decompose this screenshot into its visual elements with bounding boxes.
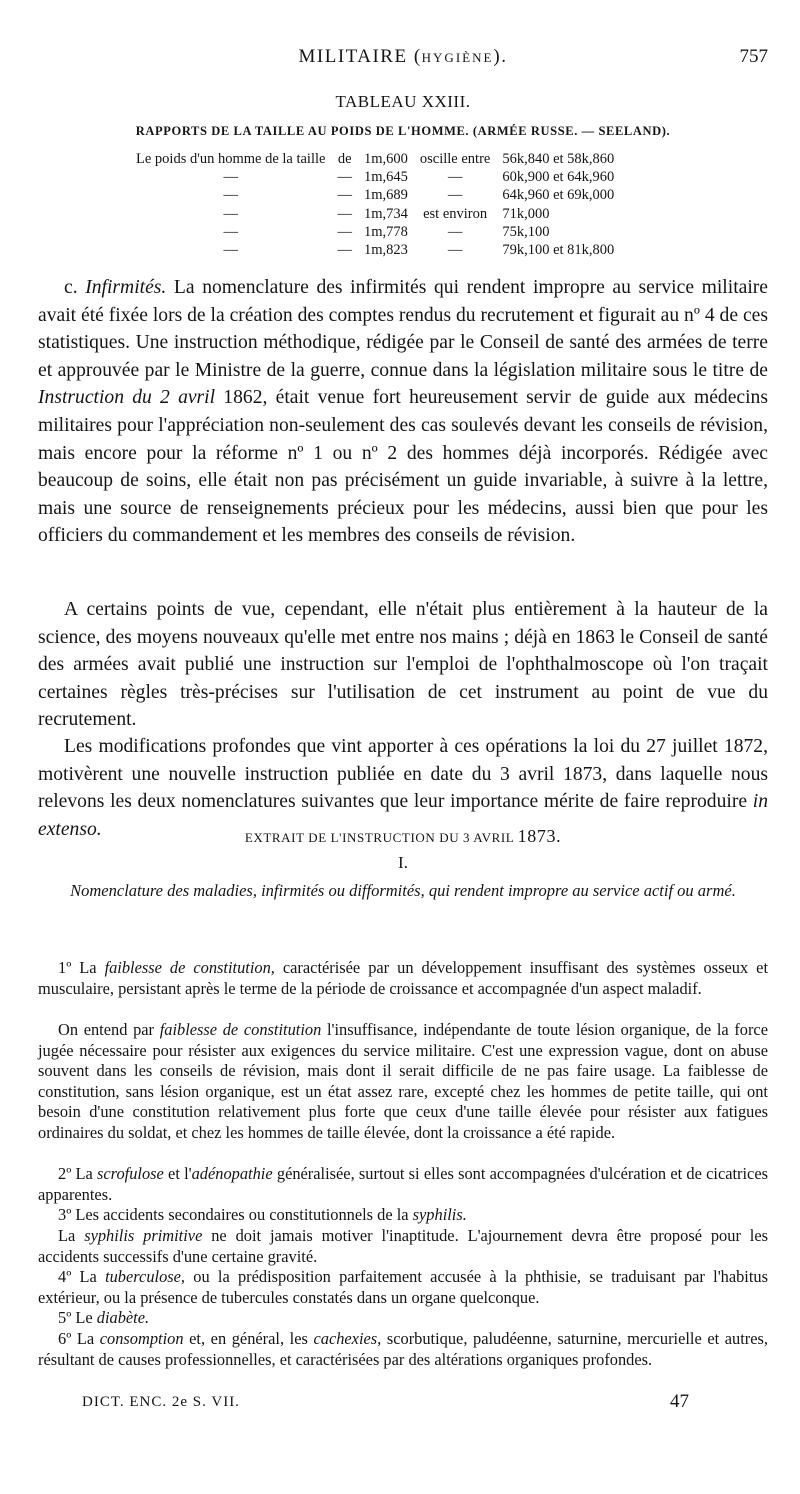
- table-row: Le poids d'un homme de la taille de 1m,600 oscille entre 56k,840 et 58k,860: [136, 151, 615, 167]
- list-item: 3º Les accidents secondaires ou constitutionnels de la syphilis.: [58, 1205, 467, 1224]
- running-header: [38, 46, 768, 74]
- heading-infirmites: Infirmités.: [85, 277, 167, 298]
- section-number: I.: [398, 853, 408, 872]
- table-row: — — 1m,734 est environ 71k,000: [223, 205, 550, 222]
- paragraph-loi-1872: Les modifications profondes que vint apporter à ces opérations la loi du 27 juillet 1872, motivèrent une nouvelle instruction publiée en date du 3 avril 1873, dans laquelle nous relevons les deux nomenclatures suivantes que leur importance mérite de faire reproduire in extenso.: [38, 736, 768, 840]
- list-item: 4º La tuberculose, ou la prédisposition parfaitement accusée à la phthisie, se traduisant par l'habitus extérieur, ou la présence de tubercules constatés dans un organe quelconque.: [38, 1267, 768, 1307]
- table-title: TABLEAU XXIII.: [335, 92, 471, 111]
- table-row: — — 1m,778 — 75k,100: [223, 223, 550, 240]
- table-row: — — 1m,645 — 60k,900 et 64k,960: [223, 169, 615, 186]
- list-item: 5º Le diabète.: [58, 1308, 150, 1327]
- page-number: 757: [739, 46, 768, 67]
- paragraph-infirmites: c. Infirmités. La nomenclature des infirmités qui rendent impropre au service militaire avait été fixée lors de la création des comptes rendus du recrutement et figurait au nº 4 de ces statistiques. Une instruction méthodique, rédigée par le Conseil de santé des armées de terre et approuvée par le Ministre de la guerre, connue dans la législation militaire sous le titre de Instruction du 2 avril 1862, était venue fort heureusement servir de guide aux médecins militaires pour l'appréciation non-seulement des cas soulevés devant les conseils de révision, mais encore pour la réforme nº 1 ou nº 2 des hommes déjà incorporés. Rédigée avec beaucoup de soins, elle était non pas précisément un guide invariable, à suivre à la lettre, mais une source de renseignements précieux pour les médecins, aussi bien que pour les officiers du commandement et les membres des conseils de révision.: [38, 277, 769, 547]
- paragraph-science: A certains points de vue, cependant, elle n'était plus entièrement à la hauteur de la science, des moyens nouveaux qu'elle met entre nos mains ; déjà en 1863 le Conseil de santé des armées avait publié une instruction sur l'emploi de l'ophthalmoscope où l'on traçait certaines règles très-précises sur l'utilisation de cet instrument au point de vue du recrutement.: [38, 599, 768, 731]
- list-item: On entend par faiblesse de constitution l'insuffisance, indépendante de toute lésion organique, de la force jugée nécessaire pour résister aux exigences du service militaire. C'est une expression vague, dont on abuse souvent dans les conseils de révision, mais dont il serait difficile de ne pas faire usage. La faiblesse de constitution, sans lésion organique, est un état assez rare, excepté chez les hommes de petite taille, qui ont besoin d'une constitution relativement plus forte que ceux d'une taille élevée pour résister aux fatigues ordinaires du soldat, et chez les hommes de taille élevée, dont la croissance a été rapide.: [38, 1020, 768, 1142]
- list-item: 2º La scrofulose et l'adénopathie généralisée, surtout si elles sont accompagnées d'ulcération et de cicatrices apparentes.: [38, 1164, 768, 1204]
- extract-title: EXTRAIT DE L'INSTRUCTION DU 3 AVRIL 1873.: [244, 826, 562, 846]
- running-title: MILITAIRE (HYGIÈNE).: [298, 46, 508, 67]
- signature-number: 47: [670, 1391, 689, 1412]
- weight-height-table: [130, 150, 620, 259]
- section-heading: Nomenclature des maladies, infirmités ou difformités, qui rendent impropre au service actif ou armé.: [70, 881, 736, 900]
- list-item: La syphilis primitive ne doit jamais motiver l'inaptitude. L'ajournement devra être proposé pour les accidents successifs d'une certaine gravité.: [38, 1226, 769, 1266]
- page-footer: [38, 1391, 768, 1418]
- table-row: — — 1m,823 — 79k,100 et 81k,800: [223, 242, 615, 259]
- running-title-smallcaps: HYGIÈNE: [421, 50, 494, 65]
- signature-mark: DICT. ENC. 2e S. VII.: [82, 1394, 240, 1410]
- table-row: — — 1m,689 — 64k,960 et 69k,000: [223, 187, 615, 204]
- table-subtitle: RAPPORTS DE LA TAILLE AU POIDS DE L'HOMME. (ARMÉE RUSSE. — SEELAND).: [135, 124, 671, 138]
- list-item: 1º La faiblesse de constitution, caractérisée par un développement insuffisant des systèmes osseux et musculaire, persistant après le terme de la période de croissance et accompagnée d'un aspect maladif.: [38, 958, 768, 998]
- list-item: 6º La consomption et, en général, les cachexies, scorbutique, paludéenne, saturnine, mercurielle et autres, résultant de causes professionnelles, et caractérisées par des altérations organiques profondes.: [38, 1329, 769, 1369]
